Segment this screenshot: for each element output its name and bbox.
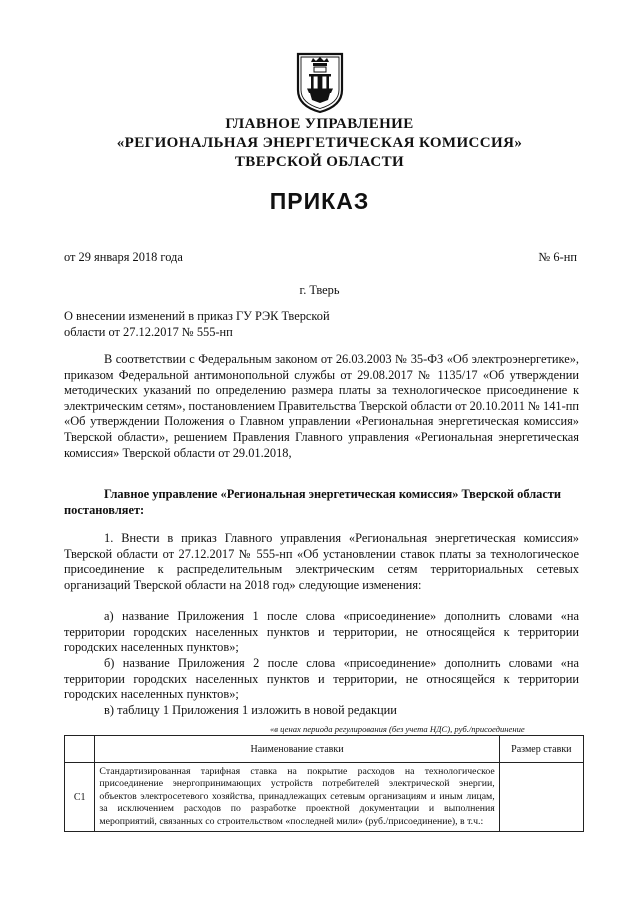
document-city: г. Тверь xyxy=(299,283,340,297)
header-code-cell xyxy=(65,736,95,763)
item-b-text: б) название Приложения 2 после слова «присоединение» дополнить словами «на территории городских населенных пунктов и территории, не относящейся к территории городских населенных пунктов»; xyxy=(64,656,579,702)
table-units-note: «в ценах периода регулирования (без учета НДС), руб./присоединение xyxy=(270,724,525,734)
document-date: от 29 января 2018 года xyxy=(64,250,183,264)
preamble-text: В соответствии с Федеральным законом от 26.03.2003 № 35-ФЗ «Об электроэнергетике», приказом Федеральной антимонопольной службы от 29.08.2017 № 1135/17 «Об утверждении методических указаний по определению размера платы за технологическое присоединение к электрическим сетям», постановлением Правительства Тверской области от 20.10.2011 № 141-пп «Об утверждении Положения о Главном управлении «Региональная энергетическая комиссия» Тверской области», решением Правления Главного управления «Региональная энергетическая комиссия» Тверской области от 29.01.2018, xyxy=(64,352,579,460)
agency-name-line-2: «РЕГИОНАЛЬНАЯ ЭНЕРГЕТИЧЕСКАЯ КОМИССИЯ» xyxy=(116,135,523,151)
item-a-text: а) название Приложения 1 после слова «присоединение» дополнить словами «на территории городских населенных пунктов и территории, не относящейся к территории городских населенных пунктов»; xyxy=(64,609,579,655)
item-1-paragraph xyxy=(64,531,579,593)
agency-name-line-1: ГЛАВНОЕ УПРАВЛЕНИЕ xyxy=(225,116,414,132)
table-row xyxy=(65,763,584,832)
table-header-row xyxy=(65,736,584,763)
item-c-text: в) таблицу 1 Приложения 1 изложить в новой редакции xyxy=(104,703,397,717)
agency-name-line-3: ТВЕРСКОЙ ОБЛАСТИ xyxy=(234,154,405,170)
header-size-cell: Размер ставки xyxy=(499,736,583,763)
item-a-paragraph xyxy=(64,609,579,656)
item-c-paragraph xyxy=(64,703,579,719)
row-name-cell: Стандартизированная тарифная ставка на покрытие расходов на технологическое присоединение энергопринимающих устройств потребителей электрической энергии, объектов электросетевого хозяйства, принадлежащих сетевым организациям и иным лицам, за исключением расходов по разработке проектной документации и выполнения мероприятий, связанных со строительством «последней мили» (руб./присоединение), в т.ч.: xyxy=(95,763,499,832)
subject-line-1: О внесении изменений в приказ ГУ РЭК Тверской xyxy=(64,309,330,323)
item-b-paragraph xyxy=(64,656,579,703)
header-name-cell: Наименование ставки xyxy=(95,736,499,763)
decree-line-1: Главное управление «Региональная энергетическая комиссия» Тверской области xyxy=(104,487,562,501)
document-title: ПРИКАЗ xyxy=(269,188,370,214)
row-size-cell xyxy=(499,763,583,832)
document-number: № 6-нп xyxy=(538,250,577,264)
row-code-cell: С1 xyxy=(65,763,95,832)
decree-line-2: постановляет: xyxy=(64,503,145,517)
tver-coat-of-arms-icon xyxy=(296,52,344,114)
item-1-text: 1. Внести в приказ Главного управления «Региональная энергетическая комиссия» Тверской области от 27.12.2017 № 555-нп «Об установлении ставок платы за технологическое присоединение к распределительным электрическим сетям территориальных сетевых организаций Тверской области на 2018 год» следующие изменения: xyxy=(64,531,579,592)
preamble-paragraph xyxy=(64,352,579,461)
rates-table xyxy=(64,735,584,832)
subject-line-2: области от 27.12.2017 № 555-нп xyxy=(64,325,233,339)
